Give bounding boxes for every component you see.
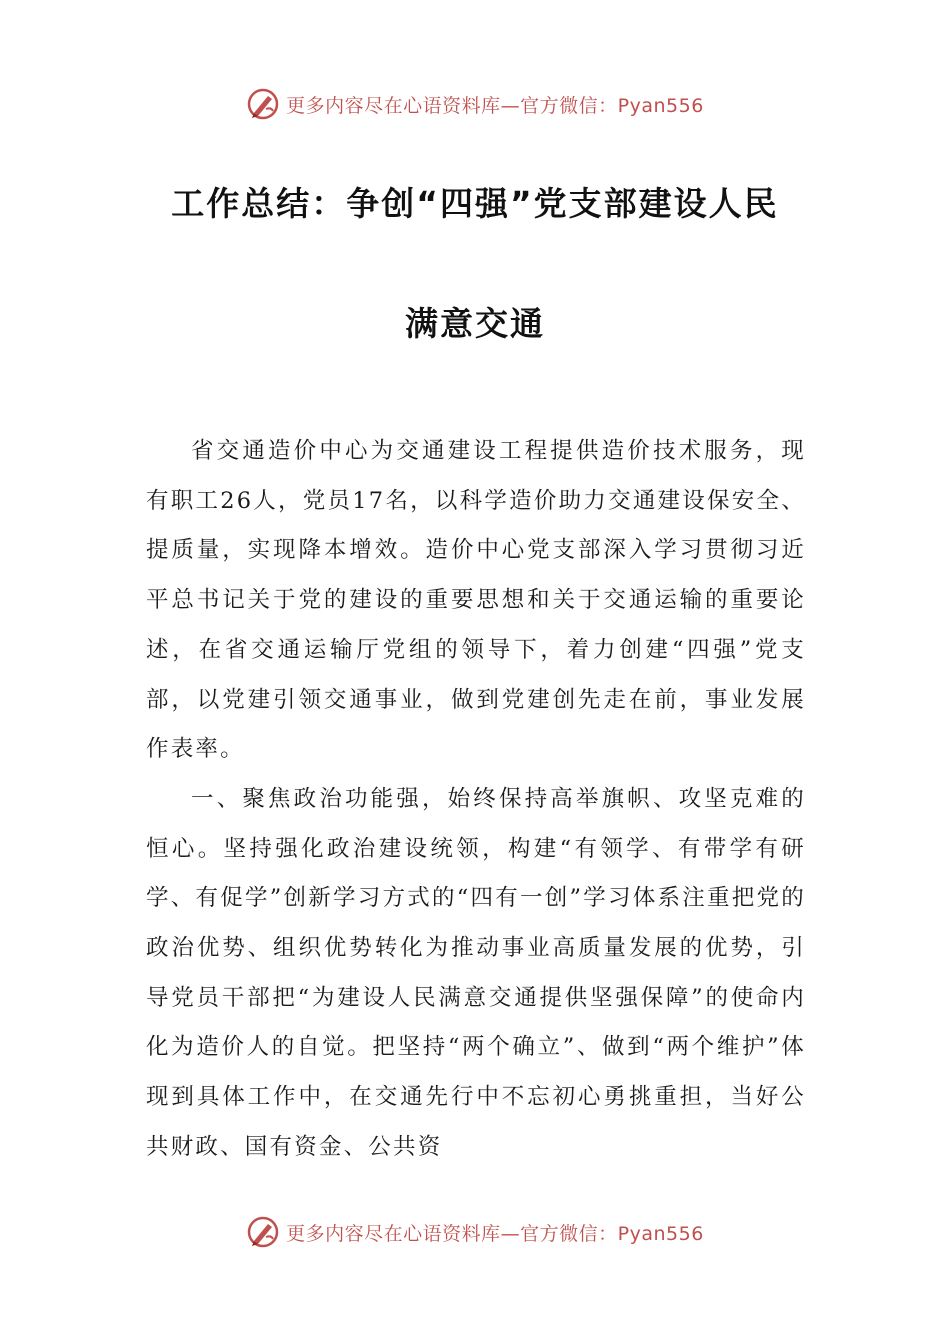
pen-logo-icon bbox=[246, 87, 280, 121]
footer-watermark-banner bbox=[0, 1212, 950, 1252]
banner-text: 更多内容尽在心语资料库—官方微信：Pyan556 bbox=[286, 94, 704, 117]
banner-text: 更多内容尽在心语资料库—官方微信：Pyan556 bbox=[286, 1222, 704, 1245]
header-watermark-banner bbox=[0, 84, 950, 124]
document-title-line-1: 工作总结：争创“四强”党支部建设人民 bbox=[171, 184, 779, 223]
pen-logo-icon bbox=[246, 1215, 280, 1249]
paragraph-section-one: 一、聚焦政治功能强，始终保持高举旗帜、攻坚克难的恒心。坚持强化政治建设统领，构建“有领学、有带学有研学、有促学”创新学习方式的“四有一创”学习体系注重把党的政治优势、组织优势转化为推动事业高质量发展的优势，引导党员干部把“为建设人民满意交通提供坚强保障”的使命内化为造价人的自觉。把坚持“两个确立”、做到“两个维护”体现到具体工作中，在交通先行中不忘初心勇挑重担，当好公共财政、国有资金、公共资 bbox=[146, 785, 806, 1160]
document-title-line-2: 满意交通 bbox=[405, 304, 545, 343]
paragraph-intro: 省交通造价中心为交通建设工程提供造价技术服务，现有职工26人，党员17名，以科学造价助力交通建设保安全、提质量，实现降本增效。造价中心党支部深入学习贯彻习近平总书记关于党的建设的重要思想和关于交通运输的重要论述，在省交通运输厅党组的领导下，着力创建“四强”党支部，以党建引领交通事业，做到党建创先走在前，事业发展作表率。 bbox=[146, 438, 806, 763]
document-body bbox=[146, 427, 806, 1173]
